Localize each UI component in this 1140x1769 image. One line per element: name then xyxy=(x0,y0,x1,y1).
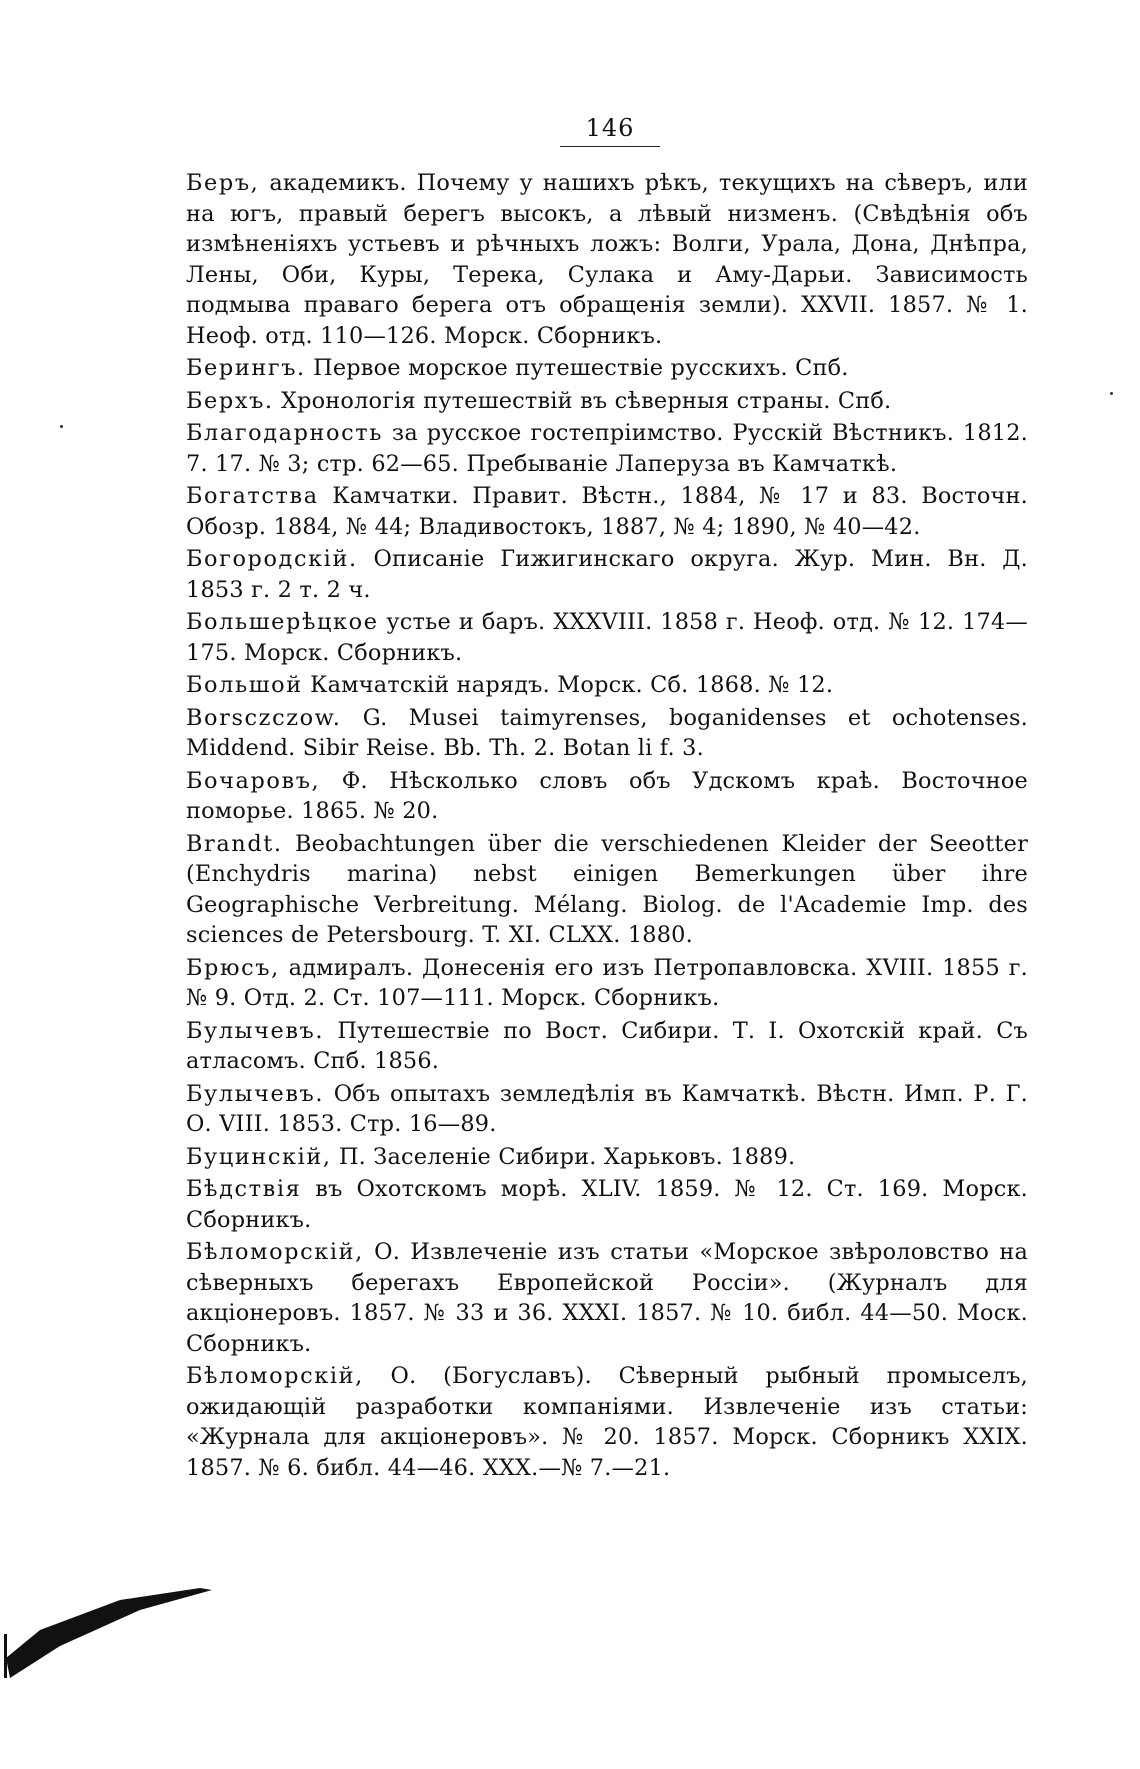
entry-text: Камчатскій нарядъ. Морск. Сб. 1868. № 12. xyxy=(302,672,834,698)
entry-text: Хронологія путешествій въ сѣверныя страны. Спб. xyxy=(273,387,892,414)
entry-author: Булычевъ. xyxy=(186,1080,325,1107)
entry-text: академикъ. Почему у нашихъ рѣкъ, текущихъ на сѣверъ, или на югъ, правый берегъ высокъ, а лѣвый низменъ. (Свѣдѣнія объ измѣненіяхъ устьевъ и рѣчныхъ ложъ: Волги, Урала, Дона, Днѣпра, Лены, Оби, Куры, Терека, Сулака и Аму-Дарьи. Зависимость подмыва праваго берега отъ обращенія земли). XXVII. 1857. № 1. Неоф. отд. 110—126. Морск. Сборникъ. xyxy=(186,170,1028,349)
entry-text: Путешествіе по Вост. Сибири. Т. I. Охотскій край. Съ атласомъ. Спб. 1856. xyxy=(186,1017,1028,1074)
bibliography-entry xyxy=(186,386,1028,417)
entry-text: О. (Богуславъ). Сѣверный рыбный промыселъ, ожидающій разработки компаніями. Извлеченіе изъ статьи: «Журнала для акціонеровъ». № 20. 1857. Морск. Сборникъ XXIX. 1857. № 6. библ. 44—46. XXX.—№ 7.—21. xyxy=(186,1363,1028,1481)
bibliography-entry xyxy=(186,829,1028,951)
bibliography-entry xyxy=(186,766,1028,827)
bibliography-entry xyxy=(186,1174,1028,1235)
entry-text: адмиралъ. Донесенія его изъ Петропавловска. XVIII. 1855 г. № 9. Отд. 2. Ст. 107—111. Морск. Сборникъ. xyxy=(186,954,1028,1011)
entry-author: Brandt. xyxy=(186,830,283,857)
bibliography-entry xyxy=(186,1361,1028,1483)
bibliography-entry xyxy=(186,670,1028,701)
entry-text: Описаніе Гижигинскаго округа. Жур. Мин. Вн. Д. 1853 г. 2 т. 2 ч. xyxy=(186,546,1028,603)
bibliography-entry xyxy=(186,703,1028,764)
entry-author: Бѣломорскій, xyxy=(186,1363,364,1389)
entry-author: Большерѣцкое xyxy=(186,609,379,635)
bibliography-entry xyxy=(186,481,1028,542)
entry-author: Богородскій. xyxy=(186,546,358,572)
entry-author: Благодарность xyxy=(186,420,384,446)
entry-text: Ф. Нѣсколько словъ объ Удскомъ краѣ. Восточное поморье. 1865. № 20. xyxy=(186,767,1028,824)
margin-speck xyxy=(1110,392,1113,395)
entry-author: Бочаровъ, xyxy=(186,767,321,794)
entry-text: въ Охотскомъ морѣ. XLIV. 1859. № 12. Ст. 169. Морск. Сборникъ. xyxy=(186,1176,1028,1233)
bibliography-entry xyxy=(186,418,1028,479)
scan-artifact-mark xyxy=(0,1560,260,1680)
entry-author: Бѣдствія xyxy=(186,1176,302,1202)
bibliography-entry xyxy=(186,544,1028,605)
entry-author: Бѣломорскій, xyxy=(186,1239,364,1265)
entry-author: Беръ, xyxy=(186,170,260,196)
page-number: 146 xyxy=(560,114,660,147)
bibliography-entry xyxy=(186,953,1028,1014)
bibliography-entry xyxy=(186,1237,1028,1359)
entry-author: Брюсъ, xyxy=(186,954,280,981)
entry-author: Большой xyxy=(186,672,303,698)
bibliography-entry xyxy=(186,1079,1028,1140)
bibliography-entry xyxy=(186,1142,1028,1173)
entry-text: П. Заселеніе Сибири. Харьковъ. 1889. xyxy=(331,1143,796,1170)
entry-text: устье и баръ. XXXVIII. 1858 г. Неоф. отд. № 12. 174—175. Морск. Сборникъ. xyxy=(186,609,1028,666)
entry-author: Берингъ. xyxy=(186,355,306,381)
entry-text: Камчатки. Правит. Вѣстн., 1884, № 17 и 83. Восточн. Обозр. 1884, № 44; Владивостокъ, 1887, № 4; 1890, № 40—42. xyxy=(186,483,1028,540)
entry-text: G. Musei taimyrenses, boganidenses et ochotenses. Middend. Sibir Reise. Bb. Th. 2. Botan li f. 3. xyxy=(186,704,1028,761)
entry-author: Богатства xyxy=(186,483,319,509)
entry-text: Первое морское путешествіе русскихъ. Спб. xyxy=(305,355,849,381)
entry-author: Берхъ. xyxy=(186,387,274,414)
margin-speck xyxy=(60,425,63,428)
bibliography-entry xyxy=(186,1016,1028,1077)
entry-author: Буцинскій, xyxy=(186,1143,332,1170)
entry-author: Borsczczow. xyxy=(186,704,342,731)
entry-text: О. Извлеченіе изъ статьи «Морское звѣроловство на сѣверныхъ берегахъ Европейской Россіи». (Журналъ для акціонеровъ. 1857. № 33 и 36. XXXI. 1857. № 10. библ. 44—50. Моск. Сборникъ. xyxy=(186,1239,1028,1357)
bibliography-list xyxy=(186,168,1028,1485)
entry-author: Булычевъ. xyxy=(186,1017,325,1044)
entry-text: Объ опытахъ земледѣлія въ Камчаткѣ. Вѣстн. Имп. Р. Г. О. VIII. 1853. Стр. 16—89. xyxy=(186,1080,1028,1137)
bibliography-entry xyxy=(186,353,1028,384)
bibliography-entry xyxy=(186,168,1028,351)
entry-text: за русское гостепріимство. Русскій Вѣстникъ. 1812. 7. 17. № 3; стр. 62—65. Пребываніе Лаперуза въ Камчаткѣ. xyxy=(186,420,1028,477)
entry-text: Beobachtungen über die verschiedenen Kleider der Seeotter (Enchydris marina) nebst einigen Bemerkungen über ihre Geographische Verbreitung. Mélang. Biolog. de l'Academie Imp. des sciences de Petersbourg. T. XI. CLXX. 1880. xyxy=(186,830,1028,948)
bibliography-entry xyxy=(186,607,1028,668)
